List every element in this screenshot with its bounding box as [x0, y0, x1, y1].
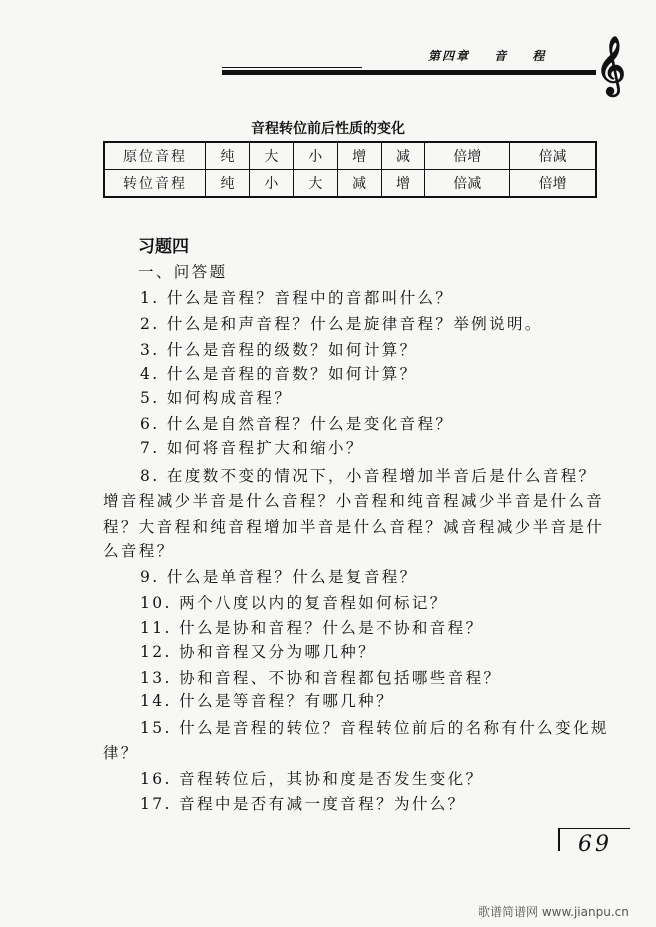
question-line: 7. 如何将音程扩大和缩小？	[140, 439, 364, 457]
question-line: 1. 什么是音程？音程中的音都叫什么？	[140, 289, 454, 307]
table-cell: 小	[249, 170, 293, 198]
question-line: 4. 什么是音程的音数？如何计算？	[140, 365, 418, 383]
table-cell: 倍减	[425, 170, 510, 198]
question-line: 2. 什么是和声音程？什么是旋律音程？举例说明。	[140, 315, 543, 333]
question-line: 10. 两个八度以内的复音程如何标记？	[140, 594, 448, 612]
question-line: 13. 协和音程、不协和音程都包括哪些音程？	[140, 669, 502, 687]
exercise-subtitle: 一、问答题	[138, 263, 228, 281]
question-line: 14. 什么是等音程？有哪几种？	[140, 692, 394, 710]
question-line: 8. 在度数不变的情况下，小音程增加半音后是什么音程？	[140, 467, 597, 485]
question-line: 11. 什么是协和音程？什么是不协和音程？	[140, 619, 484, 637]
question-line: 17. 音程中是否有减一度音程？为什么？	[140, 795, 466, 813]
header-rule	[222, 70, 596, 75]
question-line: 3. 什么是音程的级数？如何计算？	[140, 341, 418, 359]
treble-clef-icon: 𝄞	[596, 35, 626, 94]
question-line: 16. 音程转位后，其协和度是否发生变化？	[140, 770, 484, 788]
table-cell: 转位音程	[104, 170, 206, 198]
chapter-title-b: 程	[532, 49, 547, 63]
table-cell: 大	[249, 142, 293, 170]
table-cell: 倍减	[510, 142, 596, 170]
question-line: 6. 什么是自然音程？什么是变化音程？	[140, 415, 454, 433]
table-cell: 增	[337, 142, 381, 170]
question-line: 5. 如何构成音程？	[140, 389, 293, 407]
question-line: 9. 什么是单音程？什么是复音程？	[140, 568, 418, 586]
table-row	[104, 142, 596, 170]
table-cell: 小	[293, 142, 337, 170]
table-cell: 原位音程	[104, 142, 206, 170]
question-line: 律？	[103, 744, 139, 762]
chapter-label: 第四章	[428, 49, 471, 63]
chapter-title-a: 音	[494, 49, 509, 63]
table-cell: 大	[293, 170, 337, 198]
table-row	[104, 170, 596, 198]
exercise-title: 习题四	[138, 237, 189, 257]
question-line: 15. 什么是音程的转位？音程转位前后的名称有什么变化规	[140, 719, 609, 737]
table-cell: 倍增	[510, 170, 596, 198]
table-cell: 增	[381, 170, 425, 198]
question-line: 12. 协和音程又分为哪几种？	[140, 643, 377, 661]
question-line: 么音程？	[103, 542, 175, 560]
running-header	[428, 47, 564, 64]
header-thin-rule	[222, 67, 362, 68]
table-cell: 倍增	[425, 142, 510, 170]
table-cell: 纯	[206, 142, 250, 170]
watermark: 歌谱简谱网 www.jianpu.cn	[478, 905, 629, 919]
table-caption: 音程转位前后性质的变化	[251, 121, 405, 137]
question-line: 增音程减少半音是什么音程？小音程和纯音程减少半音是什么音	[103, 492, 605, 510]
table-cell: 减	[337, 170, 381, 198]
table-cell: 减	[381, 142, 425, 170]
interval-inversion-table	[103, 141, 597, 198]
table-cell: 纯	[206, 170, 250, 198]
question-line: 程？大音程和纯音程增加半音是什么音程？减音程减少半音是什	[103, 518, 605, 536]
page-number: 69	[578, 832, 612, 857]
